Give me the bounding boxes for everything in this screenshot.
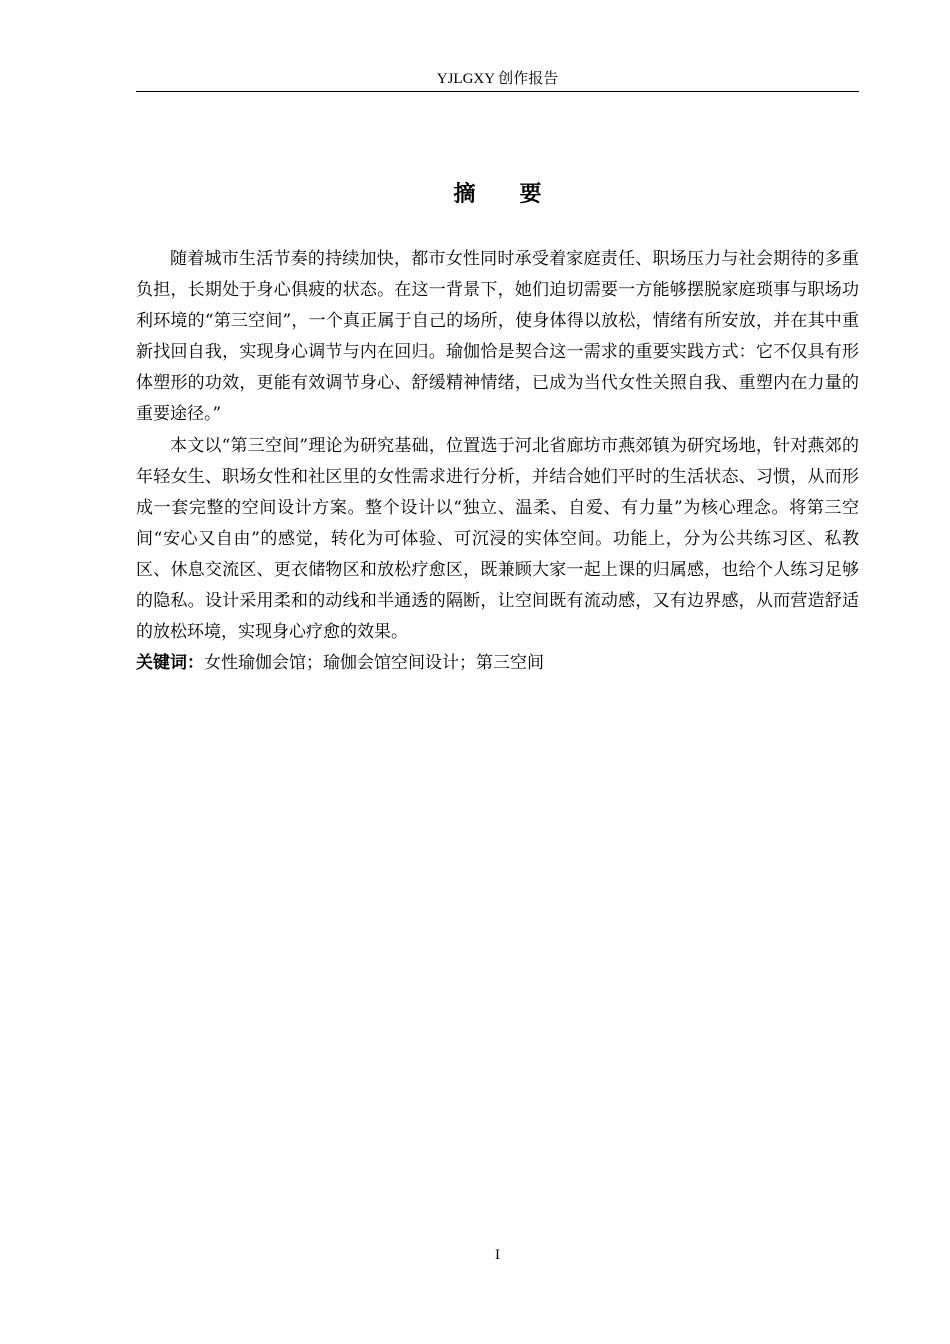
keywords-line	[136, 648, 859, 679]
abstract-paragraph-1: 随着城市生活节奏的持续加快，都市女性同时承受着家庭责任、职场压力与社会期待的多重负担，长期处于身心俱疲的状态。在这一背景下，她们迫切需要一方能够摆脱家庭琐事与职场功利环境的“第三空间”，一个真正属于自己的场所，使身体得以放松，情绪有所安放，并在其中重新找回自我，实现身心调节与内在回归。瑜伽恰是契合这一需求的重要实践方式：它不仅具有形体塑形的功效，更能有效调节身心、舒缓精神情绪，已成为当代女性关照自我、重塑内在力量的重要途径。”	[136, 249, 859, 425]
keywords-text: 女性瑜伽会馆；瑜伽会馆空间设计；第三空间	[204, 653, 544, 674]
keywords-label: 关键词：	[136, 653, 204, 674]
abstract-title: 摘要	[453, 182, 586, 207]
abstract-body	[136, 244, 859, 679]
abstract-paragraph-2: 本文以“第三空间”理论为研究基础，位置选于河北省廊坊市燕郊镇为研究场地，针对燕郊的年轻女生、职场女性和社区里的女性需求进行分析，并结合她们平时的生活状态、习惯，从而形成一套完整的空间设计方案。整个设计以“独立、温柔、自爱、有力量”为核心理念。将第三空间“安心又自由”的感觉，转化为可体验、可沉浸的实体空间。功能上，分为公共练习区、私教区、休息交流区、更衣储物区和放松疗愈区，既兼顾大家一起上课的归属感，也给个人练习足够的隐私。设计采用柔和的动线和半通透的隔断，让空间既有流动感，又有边界感，从而营造舒适的放松环境，实现身心疗愈的效果。	[136, 435, 859, 643]
header-divider	[136, 91, 859, 92]
page-number: I	[495, 1247, 500, 1263]
page-header: YJLGXY 创作报告	[436, 71, 559, 87]
